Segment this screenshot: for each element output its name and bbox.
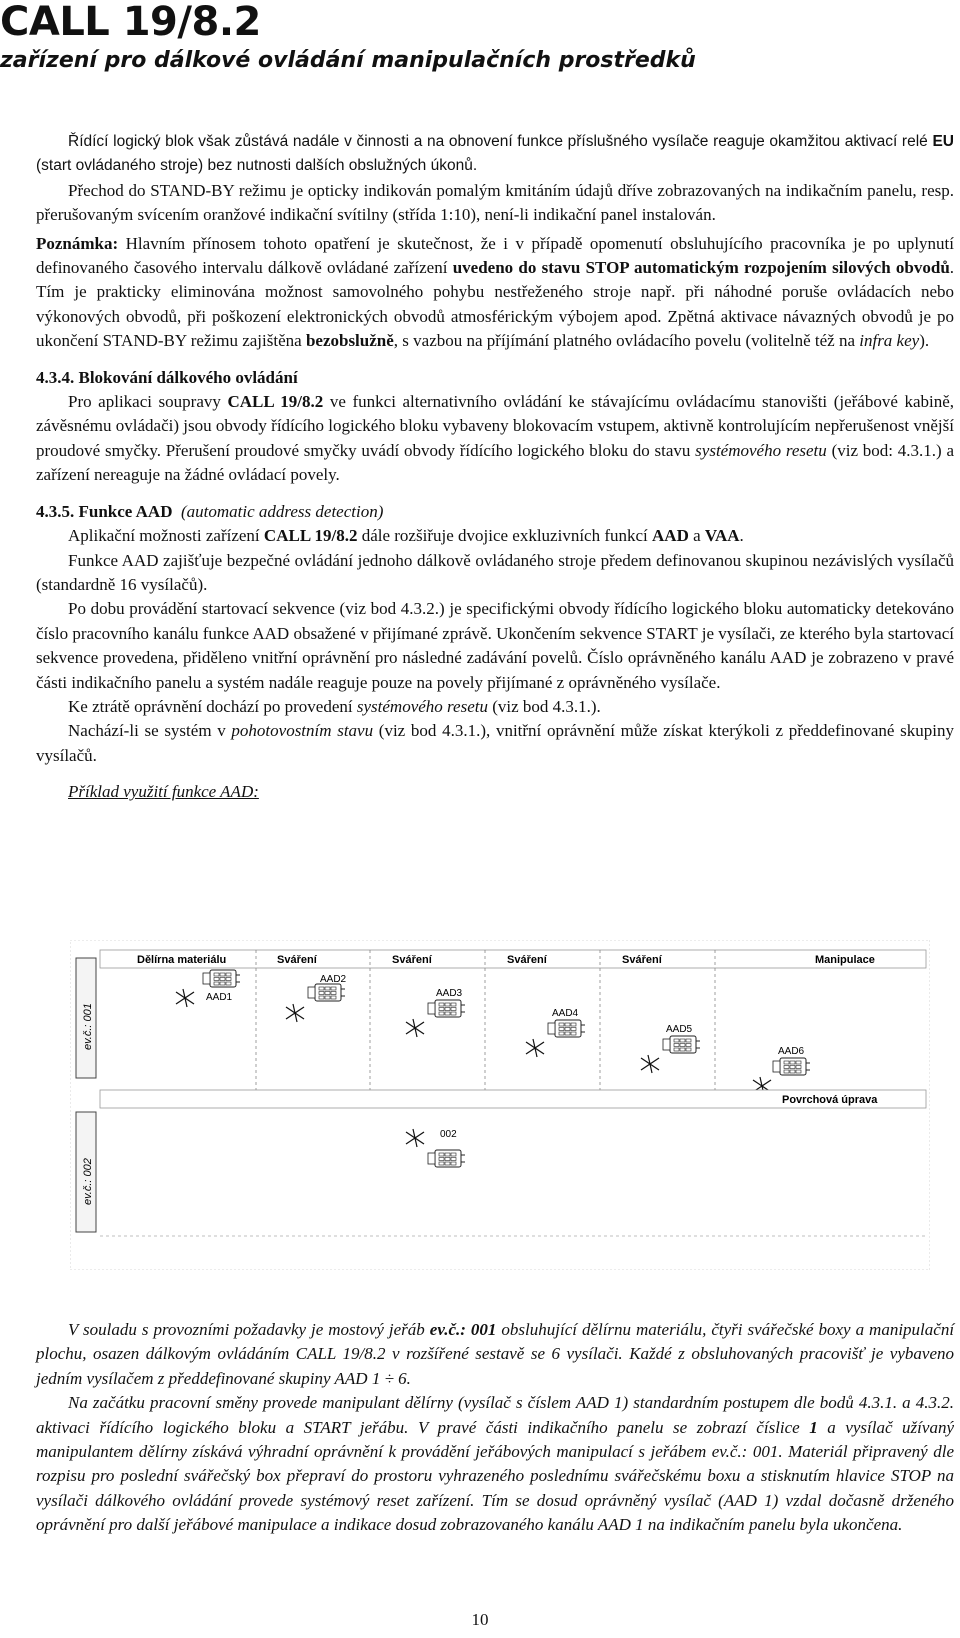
- intro-paragraph-2: Přechod do STAND-BY režimu je opticky indikován pomalým kmitáním údajů dříve zobrazovaných na indikačním panelu, resp. přerušovaným svícením oranžové indikační svítilny (střída 1:10), není-li indikační panel instalován.: [36, 180, 954, 225]
- section-4-3-5-paragraph-1: Aplikační možnosti zařízení CALL 19/8.2 dále rozšiřuje dvojice exkluzivních funkcí AAD a VAA.: [68, 526, 744, 546]
- section-4-3-4-heading: 4.3.4. Blokování dálkového ovládání: [36, 367, 298, 387]
- example-explanation: [36, 1318, 954, 1538]
- aad4-label: AAD4: [552, 1008, 579, 1019]
- poznamka-paragraph: Poznámka: Hlavním přínosem tohoto opatření je skutečnost, že i v případě opomenutí obsluhujícího pracovníka je po uplynutí definovaného časového intervalu dálkově ovládané zařízení uvedeno do stavu STOP automatickým rozpojením silových obvodů. Tím je prakticky eliminována možnost samovolného pohybu nestřeženého stroje např. při náhodné poruše ovládacích nebo výkonových obvodů, při poškození elektronických obvodů atmosférickým výbojem apod. Zpětná aktivace návazných obvodů je po ukončení STAND-BY režimu zajištěna bezobslužně, s vazbou na příjímání platného ovládacího povelu (volitelně též na infra key).: [36, 233, 955, 351]
- section-4-3-4-paragraph: Pro aplikaci soupravy CALL 19/8.2 ve funkci alternativního ovládání ke stávajícímu ovládacímu stanovišti (jeřábové kabině, závěsnému ovládači) jsou obvody řídícího logického bloku vybaveny blokovacím vstupem, aktivně kontrolujícím nepřerušenost vnější proudové smyčky. Přerušení proudové smyčky uvádí obvody řídícího logického bloku do stavu systémového resetu (viz bod: 4.3.1.) a zařízení nereaguje na žádné ovládací povely.: [36, 392, 955, 485]
- zone-label-svareni-2: Sváření: [392, 954, 432, 966]
- explanation-paragraph-2: Na začátku pracovní směny provede manipulant dělírny (vysílač s číslem AAD 1) standardním postupem dle bodů 4.3.1. a 4.3.2. aktivaci řídícího logického bloku a START jeřábu. V pravé části indikačního panelu se zobrazí číslice 1 a vysílač užívaný manipulantem dělírny získává výhradní oprávnění k provádění jeřábových manipulací s jeřábem ev.č.: 001. Materiál připravený dle rozpisu pro poslední svářečský box přepraví do prostoru vyhrazeného poslednímu svářečskému boxu a stisknutím hlavice STOP na vysílači dálkového ovládání provede systémový reset zařízení. Tím se dosud oprávněný vysílač (AAD 1) vzdal dočasně drženého oprávnění pro další jeřábové manipulace a indikace dosud zobrazovaného kanálu AAD 1 na indikačním panelu byla ukončena.: [36, 1393, 954, 1535]
- tx-002-label: 002: [440, 1129, 457, 1140]
- zone-label-manipulace: Manipulace: [815, 954, 875, 966]
- zone-label-svareni-4: Sváření: [622, 954, 662, 966]
- main-text: [36, 130, 954, 805]
- page-title: CALL 19/8.2: [0, 0, 261, 45]
- aad2-label: AAD2: [320, 974, 347, 985]
- aad-diagram: [70, 940, 930, 1275]
- aad5-label: AAD5: [666, 1024, 693, 1035]
- aad1-label: AAD1: [206, 992, 233, 1003]
- explanation-paragraph-1: V souladu s provozními požadavky je mostový jeřáb ev.č.: 001 obsluhující dělírnu materiálu, čtyři svářečské boxy a manipulační plochu, osazen dálkovým ovládáním CALL 19/8.2 v rozšířené sestavě se 6 vysílači. Každé z obsluhovaných pracovišť je vybaveno jedním vysílačem z předdefinované skupiny AAD 1 ÷ 6.: [36, 1320, 955, 1388]
- page-number: 10: [471, 1610, 489, 1629]
- intro-paragraph-1: Řídící logický blok však zůstává nadále v činnosti a na obnovení funkce příslušného vysílače reaguje okamžitou aktivací relé EU (start ovládaného stroje) bez nutnosti dalších obslužných úkonů.: [36, 133, 954, 175]
- zone-label-svareni-3: Sváření: [507, 954, 547, 966]
- example-heading: Příklad využití funkce AAD:: [68, 782, 259, 802]
- crane-001-label: ev.č.: 001: [82, 1003, 94, 1050]
- page-subtitle: zařízení pro dálkové ovládání manipulačních prostředků: [0, 48, 696, 73]
- zone-label-svareni-1: Sváření: [277, 954, 317, 966]
- section-4-3-5-paragraph-5: Nachází-li se systém v pohotovostním stavu (viz bod 4.3.1.), vnitřní oprávnění může získat kterýkoli z předdefinované skupiny vysílačů.: [36, 721, 954, 765]
- zone-label-delirna: Dělírna materiálu: [137, 954, 227, 966]
- section-4-3-5-paragraph-2: Funkce AAD zajišťuje bezpečné ovládání jednoho dálkově ovládaného stroje předem definovanou skupinou nezávislých vysílačů (standardně 16 vysílačů).: [36, 550, 954, 594]
- section-4-3-5-heading: 4.3.5. Funkce AAD (automatic address detection): [36, 501, 384, 521]
- aad3-label: AAD3: [436, 988, 463, 999]
- section-4-3-5-paragraph-4: Ke ztrátě oprávnění dochází po provedení systémového resetu (viz bod 4.3.1.).: [68, 696, 601, 716]
- aad6-label: AAD6: [778, 1046, 805, 1057]
- section-4-3-5-paragraph-3: Po dobu provádění startovací sekvence (viz bod 4.3.2.) je specifickými obvody řídícího logického bloku automaticky detekováno číslo pracovního kanálu funkce AAD obsažené v přijímané zprávě. Ukončením sekvence START je vysílači, ze kterého byla startovací sekvence provedena, přiděleno vnitřní oprávnění pro následné zadávání povelů. Číslo oprávněného kanálu AAD je zobrazeno v pravé části indikačního panelu a systém nadále reaguje pouze na povely přijímané z oprávněného vysílače.: [36, 599, 954, 692]
- crane-002-label: ev.č.: 002: [82, 1158, 94, 1205]
- zone-label-povrchova-uprava: Povrchová úprava: [782, 1094, 878, 1106]
- poznamka-label: Poznámka:: [36, 233, 119, 253]
